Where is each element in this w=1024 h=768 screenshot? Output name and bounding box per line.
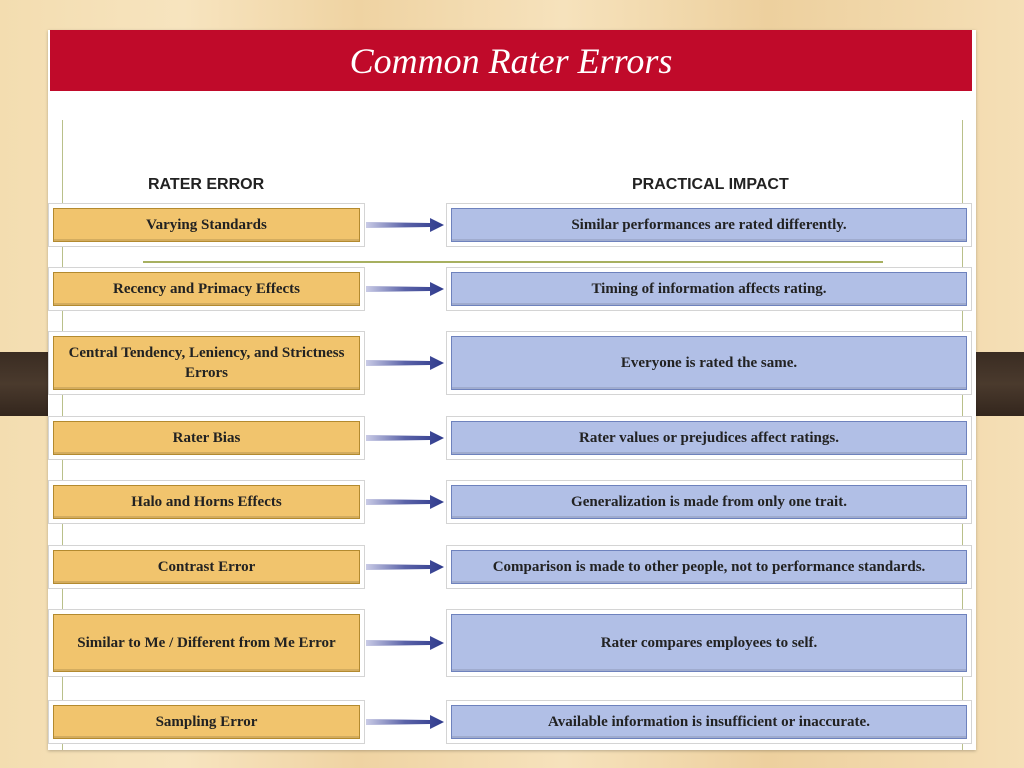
error-row	[48, 480, 976, 524]
error-row	[48, 267, 976, 311]
rater-error-box	[48, 609, 365, 677]
header-separator	[143, 261, 883, 263]
arrow-right-icon	[366, 492, 446, 512]
practical-impact-box	[446, 545, 972, 589]
slide-title: Common Rater Errors	[349, 40, 673, 81]
arrow-right-icon	[366, 279, 446, 299]
practical-impact-label: Generalization is made from only one trait.	[451, 485, 967, 519]
rater-error-header: RATER ERROR	[148, 176, 265, 193]
practical-impact-header: PRACTICAL IMPACT	[632, 176, 789, 193]
rater-error-label: Varying Standards	[53, 208, 360, 242]
practical-impact-box	[446, 480, 972, 524]
rater-error-box	[48, 700, 365, 744]
arrow-right-icon	[366, 215, 446, 235]
title-bar	[50, 30, 972, 91]
practical-impact-label: Available information is insufficient or inaccurate.	[451, 705, 967, 739]
practical-impact-box	[446, 700, 972, 744]
practical-impact-box	[446, 267, 972, 311]
practical-impact-label: Comparison is made to other people, not to performance standards.	[451, 550, 967, 584]
rater-error-label: Halo and Horns Effects	[53, 485, 360, 519]
arrow-right-icon	[366, 633, 446, 653]
rater-error-label: Sampling Error	[53, 705, 360, 739]
error-row	[48, 416, 976, 460]
rater-error-label: Recency and Primacy Effects	[53, 272, 360, 306]
slide	[48, 30, 976, 750]
arrow-right-icon	[366, 428, 446, 448]
rater-error-label: Rater Bias	[53, 421, 360, 455]
rater-error-box	[48, 331, 365, 395]
error-row	[48, 700, 976, 744]
error-row	[48, 545, 976, 589]
rater-error-label: Contrast Error	[53, 550, 360, 584]
practical-impact-box	[446, 331, 972, 395]
error-row	[48, 331, 976, 395]
error-row	[48, 203, 976, 247]
rater-error-box	[48, 203, 365, 247]
arrow-right-icon	[366, 353, 446, 373]
practical-impact-label: Rater compares employees to self.	[451, 614, 967, 672]
practical-impact-box	[446, 203, 972, 247]
rater-error-box	[48, 416, 365, 460]
practical-impact-label: Timing of information affects rating.	[451, 272, 967, 306]
error-row	[48, 609, 976, 677]
rater-error-label: Similar to Me / Different from Me Error	[53, 614, 360, 672]
rater-error-label: Central Tendency, Leniency, and Strictness Errors	[53, 336, 360, 390]
arrow-right-icon	[366, 557, 446, 577]
rater-error-box	[48, 545, 365, 589]
practical-impact-box	[446, 416, 972, 460]
rater-error-box	[48, 480, 365, 524]
arrow-right-icon	[366, 712, 446, 732]
practical-impact-label: Rater values or prejudices affect ratings.	[451, 421, 967, 455]
practical-impact-label: Similar performances are rated differently.	[451, 208, 967, 242]
practical-impact-label: Everyone is rated the same.	[451, 336, 967, 390]
practical-impact-box	[446, 609, 972, 677]
rater-error-box	[48, 267, 365, 311]
